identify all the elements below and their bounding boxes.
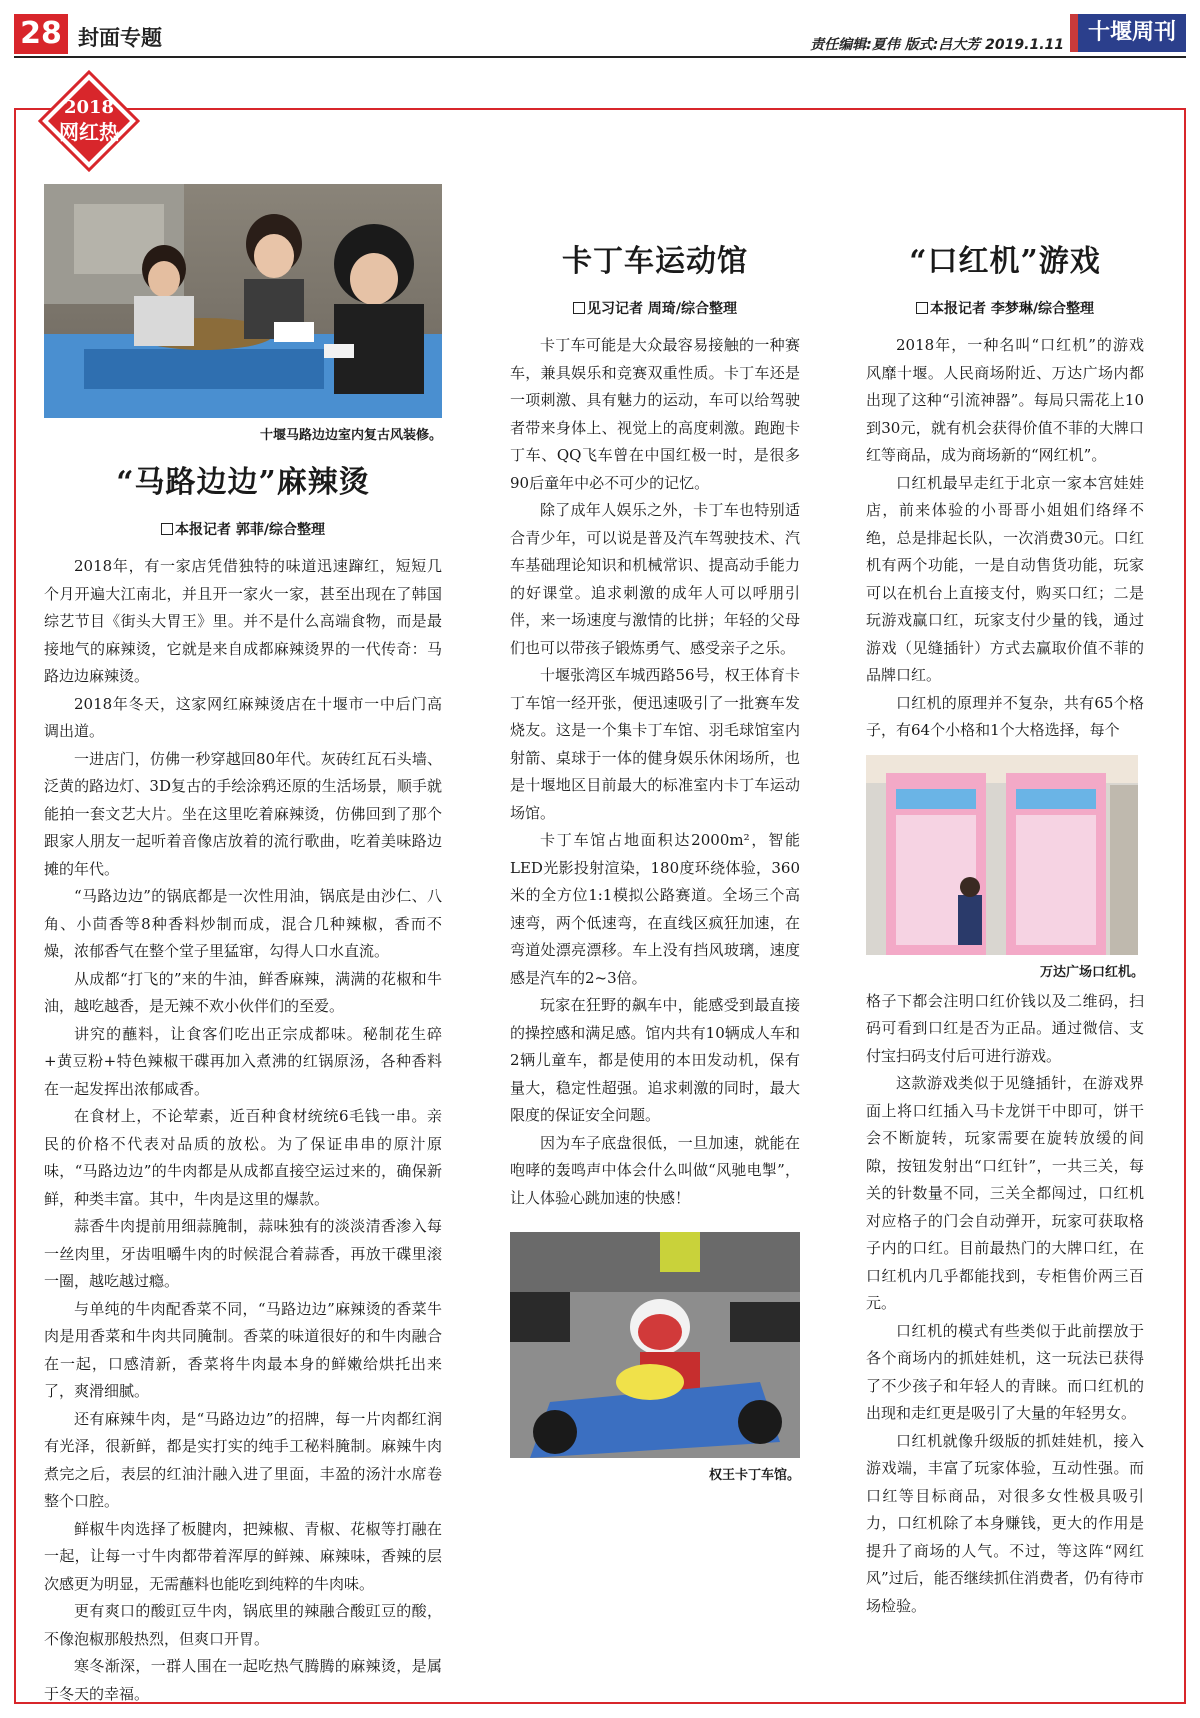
article-lipstick — [866, 236, 1144, 1620]
karting-photo — [510, 1232, 800, 1458]
header-rule — [14, 56, 1186, 58]
lipstick-paragraph: 2018年，一种名叫“口红机”的游戏风靡十堰。人民商场附近、万达广场内都出现了这种“引流神器”。每局只需花上10到30元，就有机会获得价值不菲的大牌口红等商品，成为商场新的“网红机”。 — [866, 336, 1144, 464]
malatang-byline — [44, 519, 442, 539]
lipstick-paragraph: 口红机的原理并不复杂，共有65个格子，有64个小格和1个大格选择，每个 — [866, 693, 1144, 739]
malatang-paragraph: 在食材上，不论荤素，近百种食材统统6毛钱一串。亲民的价格不代表对品质的放松。为了保证串串的原汁原味，“马路边边”的牛肉都是从成都直接空运过来的，确保新鲜，种类丰富。其中，牛肉是这里的爆款。 — [44, 1107, 442, 1208]
lipstick-body-top — [866, 332, 1144, 745]
malatang-title: “马路边边”麻辣烫 — [116, 465, 370, 500]
malatang-paragraph: 鲜椒牛肉选择了板腱肉，把辣椒、青椒、花椒等打融在一起，让每一寸牛肉都带着浑厚的鲜辣、麻辣味，香辣的层次感更为明显，无需蘸料也能吃到纯粹的牛肉味。 — [44, 1519, 442, 1593]
malatang-paragraph: 2018年冬天，这家网红麻辣烫店在十堰市一中后门高调出道。 — [44, 694, 442, 740]
malatang-body — [44, 553, 442, 1708]
lipstick-paragraph: 口红机最早走红于北京一家本宫娃娃店，前来体验的小哥哥小姐姐们络绎不绝，总是排起长队，一次消费30元。口红机有两个功能，一是自动售货功能，玩家可以在机台上直接支付，购买口红；二是玩游戏赢口红，玩家支付少量的钱，通过游戏（见缝插针）方式去赢取价值不菲的品牌口红。 — [866, 473, 1144, 684]
section-title: 封面专题 — [78, 26, 162, 50]
karting-paragraph: 玩家在狂野的飙车中，能感受到最直接的操控感和满足感。馆内共有10辆成人车和2辆儿童车，都是使用的本田发动机，保有量大，稳定性超强。追求刺激的同时，最大限度的保证安全问题。 — [510, 996, 800, 1124]
lipstick-paragraph: 这款游戏类似于见缝插针，在游戏界面上将口红插入马卡龙饼干中即可，饼干会不断旋转，玩家需要在旋转放缓的间隙，按钮发射出“口红针”，一共三关，每关的针数量不同，三关全都闯过，口红机对应格子的门会自动弹开，玩家可获取格子内的口红。目前最热门的大牌口红，在口红机内几乎都能找到，专柜售价两三百元。 — [866, 1074, 1144, 1312]
malatang-paragraph: “马路边边”的锅底都是一次性用油，锅底是由沙仁、八角、小茴香等8种香料炒制而成，混合几种辣椒，香而不燥，浓郁香气在整个堂子里猛窜，勾得人口水直流。 — [44, 887, 442, 960]
malatang-photo-caption: 十堰马路边边室内复古风装修。 — [259, 428, 442, 443]
lipstick-paragraph: 格子下都会注明口红价钱以及二维码，扫码可看到口红是否为正品。通过微信、支付宝扫码支付后可进行游戏。 — [866, 991, 1144, 1065]
karting-paragraph: 十堰张湾区车城西路56号，权王体育卡丁车馆一经开张，便迅速吸引了一批赛车发烧友。这是一个集卡丁车馆、羽毛球馆室内射箭、桌球于一体的健身娱乐休闲场所，也是十堰地区目前最大的标准室内卡丁车运动场馆。 — [510, 666, 800, 822]
karting-title: 卡丁车运动馆 — [562, 244, 748, 279]
byline-box-icon — [573, 302, 585, 314]
page-number: 28 — [14, 14, 68, 54]
malatang-paragraph: 还有麻辣牛肉，是“马路边边”的招牌，每一片肉都红润有光泽，很新鲜，都是实打实的纯手工秘料腌制。麻辣牛肉煮完之后，表层的红油汁融入进了里面，丰盈的汤汁水席卷整个口腔。 — [44, 1409, 442, 1510]
lipstick-machine-photo — [866, 755, 1138, 955]
karting-photo-caption: 权王卡丁车馆。 — [708, 1468, 800, 1483]
malatang-paragraph: 从成都“打飞的”来的牛油，鲜香麻辣，满满的花椒和牛油，越吃越香，是无辣不欢小伙伴们的至爱。 — [44, 969, 442, 1015]
article-karting — [510, 236, 800, 1483]
karting-paragraph: 卡丁车可能是大众最容易接触的一种赛车，兼具娱乐和竞赛双重性质。卡丁车还是一项刺激、具有魅力的运动，车可以给驾驶者带来身体上、视觉上的高度刺激。跑跑卡丁车、QQ飞车曾在中国红极一时，是很多90后童年中必不可少的记忆。 — [510, 336, 800, 492]
lipstick-title: “口红机”游戏 — [909, 244, 1101, 279]
lipstick-byline-text: 本报记者 李梦琳/综合整理 — [930, 301, 1094, 317]
malatang-paragraph: 与单纯的牛肉配香菜不同，“马路边边”麻辣烫的香菜牛肉是用香菜和牛肉共同腌制。香菜的味道很好的和牛肉融合在一起，口感清新，香菜将牛肉最本身的鲜嫩给烘托出来了，爽滑细腻。 — [44, 1299, 442, 1400]
malatang-byline-text: 本报记者 郭菲/综合整理 — [175, 522, 325, 538]
malatang-paragraph: 蒜香牛肉提前用细蒜腌制，蒜味独有的淡淡清香渗入每一丝肉里，牙齿咀嚼牛肉的时候混合着蒜香，再放干碟里滚一圈，越吃越过瘾。 — [44, 1217, 442, 1290]
karting-paragraph: 因为车子底盘很低，一旦加速，就能在咆哮的轰鸣声中体会什么叫做“风驰电掣”，让人体验心跳加速的快感！ — [510, 1133, 800, 1207]
malatang-photo — [44, 184, 442, 418]
lipstick-body-bottom — [866, 988, 1144, 1621]
editor-credits: 责任编辑:夏伟 版式:吕大芳 2019.1.11 — [810, 37, 1064, 53]
badge-label: 网红热 — [59, 120, 119, 144]
byline-box-icon — [916, 302, 928, 314]
lipstick-photo-caption: 万达广场口红机。 — [1039, 964, 1144, 980]
karting-body — [510, 332, 800, 1212]
malatang-paragraph: 一进店门，仿佛一秒穿越回80年代。灰砖红瓦石头墙、泛黄的路边灯、3D复古的手绘涂鸦还原的生活场景，顺手就能拍一套文艺大片。坐在这里吃着麻辣烫，仿佛回到了那个跟家人朋友一起听着音像店放着的流行歌曲，吃着美味路边摊的年代。 — [44, 749, 442, 878]
malatang-paragraph: 讲究的蘸料，让食客们吃出正宗成都味。秘制花生碎+黄豆粉+特色辣椒干碟再加入煮沸的红锅原汤，各种香料在一起发挥出浓郁咸香。 — [44, 1024, 442, 1098]
karting-byline — [510, 298, 800, 318]
lipstick-byline — [866, 298, 1144, 318]
malatang-paragraph: 2018年，有一家店凭借独特的味道迅速蹿红，短短几个月开遍大江南北，并且开一家火一家，甚至出现在了韩国综艺节目《街头大胃王》里。并不是什么高端食物，而是最接地气的麻辣烫，它就是来自成都麻辣烫界的一代传奇：马路边边麻辣烫。 — [44, 557, 442, 685]
lipstick-paragraph: 口红机的模式有些类似于此前摆放于各个商场内的抓娃娃机，这一玩法已获得了不少孩子和年轻人的青睐。而口红机的出现和走红更是吸引了大量的年轻男女。 — [866, 1321, 1144, 1422]
karting-paragraph: 除了成年人娱乐之外，卡丁车也特别适合青少年，可以说是普及汽车驾驶技术、汽车基础理论知识和机械常识、提高动手能力的好课堂。追求刺激的成年人可以呼朋引伴，来一场速度与激情的比拼；年轻的父母们也可以带孩子锻炼勇气、感受亲子之乐。 — [510, 501, 800, 657]
malatang-paragraph: 寒冬渐深，一群人围在一起吃热气腾腾的麻辣烫，是属于冬天的幸福。 — [44, 1657, 442, 1703]
karting-byline-text: 见习记者 周琦/综合整理 — [587, 301, 737, 317]
malatang-paragraph: 更有爽口的酸豇豆牛肉，锅底里的辣融合酸豇豆的酸，不像泡椒那般热烈，但爽口开胃。 — [44, 1602, 442, 1648]
badge-year: 2018 — [63, 97, 115, 118]
article-malatang — [44, 184, 442, 1708]
byline-box-icon — [161, 523, 173, 535]
topic-badge — [38, 70, 140, 172]
lipstick-paragraph: 口红机就像升级版的抓娃娃机，接入游戏端，丰富了玩家体验，互动性强。而口红等目标商品，对很多女性极具吸引力，口红机除了本身赚钱，更大的作用是提升了商场的人气。不过，等这阵“网红风”过后，能否继续抓住消费者，仍有待市场检验。 — [866, 1431, 1144, 1615]
karting-paragraph: 卡丁车馆占地面积达2000m²，智能LED光影投射渲染，180度环绕体验，360米的全方位1:1模拟公路赛道。全场三个高速弯，两个低速弯，在直线区疯狂加速，在弯道处漂亮漂移。车上没有挡风玻璃，速度感是汽车的2~3倍。 — [510, 831, 800, 987]
masthead-logo: 十堰周刊 — [1070, 14, 1186, 52]
